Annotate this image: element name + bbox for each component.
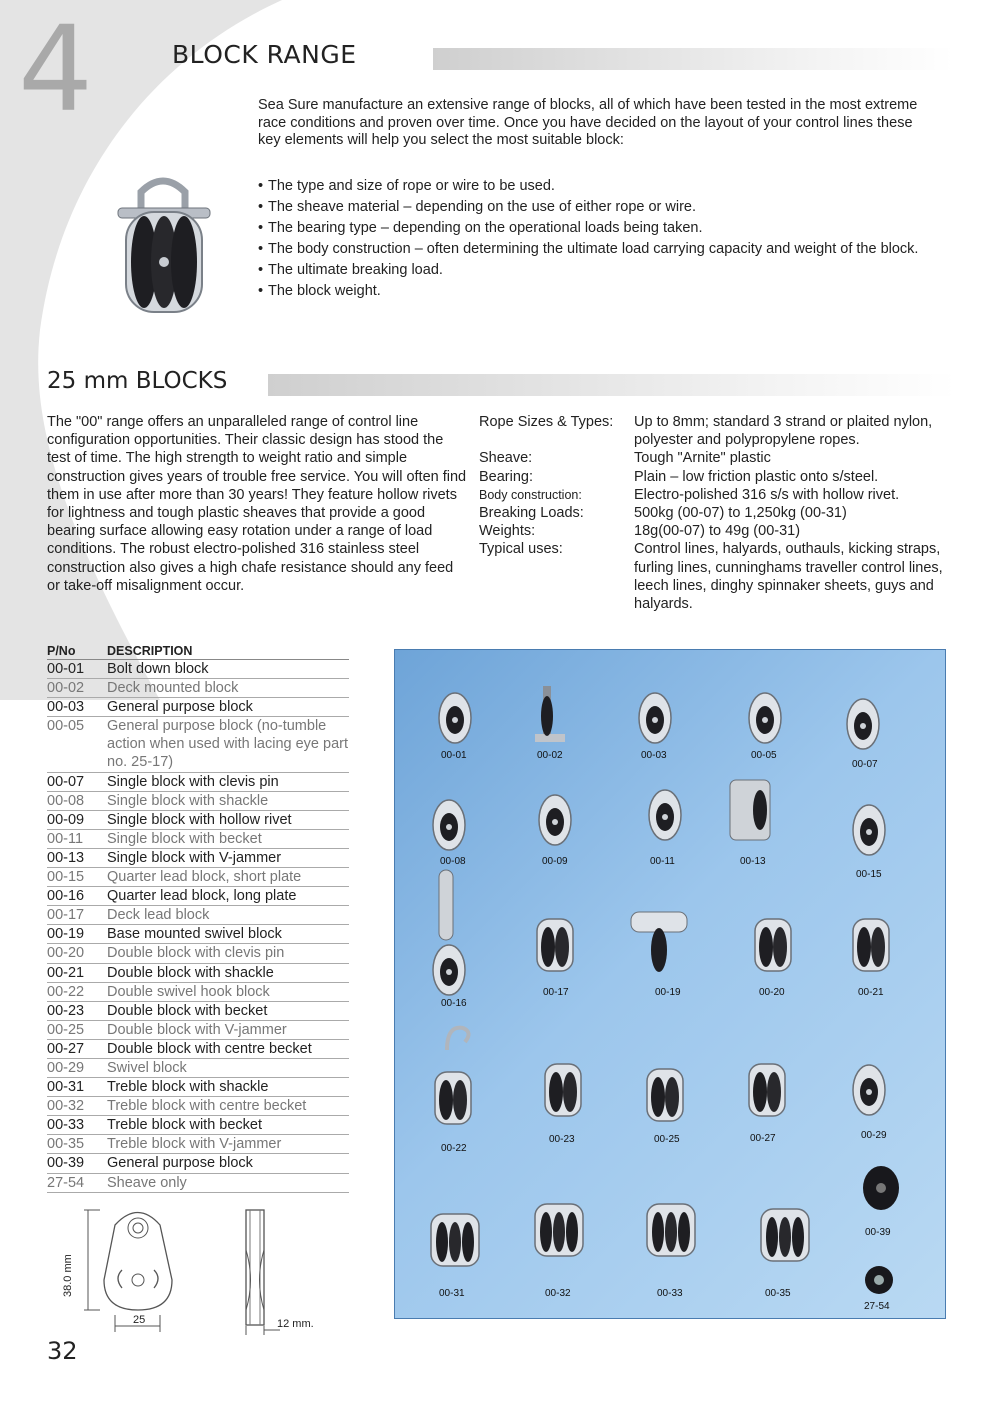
section-title: 25 mm BLOCKS [47, 368, 228, 394]
photo-label: 00-01 [441, 750, 467, 761]
part-number-cell: 00-17 [47, 907, 85, 924]
spec-row [479, 540, 949, 613]
list-item: • The body construction – often determining the ultimate load carrying capacity and weight of the block. [258, 241, 938, 258]
part-number-cell: 00-29 [47, 1059, 85, 1076]
photo-label: 00-21 [858, 987, 884, 998]
photo-label: 00-39 [865, 1227, 891, 1238]
description-cell: Double block with V-jammer [107, 1021, 287, 1038]
photo-label: 00-35 [765, 1288, 791, 1299]
table-row [47, 1078, 349, 1097]
spec-label: Weights: [479, 523, 536, 540]
chapter-number: 4 [18, 0, 94, 138]
spec-row [479, 522, 949, 540]
photo-label: 00-31 [439, 1288, 465, 1299]
description-cell: Double block with centre becket [107, 1040, 312, 1057]
pno-header: P/No [47, 644, 76, 658]
table-row [47, 811, 349, 830]
part-number-cell: 00-35 [47, 1136, 85, 1153]
description-cell: Deck lead block [107, 907, 210, 924]
section-description: The "00" range offers an unparalleled range of control line configuration opportunities. Their classic design has stood the test of time. The high strength to weight ratio and simple construction gives years of trouble free service. You will often find them in use after more than 30 years! They feature hollow rivets for lightness and tough plastic sheaves that provide a good bearing surface allowing easy rotation under a range of load conditions. The robust electro-polished 316 stainless steel construction also gives a high chafe resistance should any feed or take-off misalignment occur. [47, 414, 467, 594]
table-row [47, 849, 349, 868]
photo-label: 00-27 [750, 1133, 776, 1144]
part-number-cell: 00-33 [47, 1117, 85, 1134]
description-cell: Single block with clevis pin [107, 773, 279, 790]
list-item: • The block weight. [258, 283, 938, 300]
table-row [47, 887, 349, 906]
spec-label: Typical uses: [479, 541, 563, 558]
part-number-cell: 27-54 [47, 1174, 85, 1191]
part-number-cell: 00-39 [47, 1155, 85, 1172]
table-row [47, 944, 349, 963]
product-photo-panel [394, 649, 946, 1319]
part-number-cell: 00-19 [47, 926, 85, 943]
part-number-cell: 00-15 [47, 869, 85, 886]
product-photo-graphic [395, 650, 945, 1318]
triple-block-photo [108, 176, 218, 331]
table-row [47, 679, 349, 698]
description-cell: General purpose block (no-tumble action when used with lacing eye part no. 25-17) [107, 718, 349, 771]
table-body [47, 660, 349, 1193]
photo-label: 00-05 [751, 750, 777, 761]
spec-label: Rope Sizes & Types: [479, 414, 614, 430]
spec-row [479, 468, 949, 486]
spec-row [479, 413, 949, 449]
spec-row [479, 504, 949, 522]
part-number-cell: 00-23 [47, 1002, 85, 1019]
part-number-cell: 00-20 [47, 945, 85, 962]
table-row [47, 1097, 349, 1116]
spec-value: 500kg (00-07) to 1,250kg (00-31) [634, 505, 847, 522]
table-row [47, 906, 349, 925]
part-number-cell: 00-08 [47, 792, 85, 809]
part-number-cell: 00-21 [47, 964, 85, 981]
table-row [47, 1174, 349, 1193]
photo-label: 00-07 [852, 759, 878, 770]
description-cell: Double block with shackle [107, 964, 274, 981]
depth-dimension-label: 12 mm. [277, 1318, 314, 1330]
part-number-cell: 00-07 [47, 773, 85, 790]
part-number-cell: 00-01 [47, 661, 85, 677]
table-row [47, 1002, 349, 1021]
table-row [47, 792, 349, 811]
description-cell: Treble block with shackle [107, 1079, 269, 1096]
spec-label: Bearing: [479, 468, 534, 485]
table-row [47, 1154, 349, 1173]
list-item: • The type and size of rope or wire to be used. [258, 178, 938, 195]
description-cell: Base mounted swivel block [107, 926, 282, 943]
photo-label: 00-15 [856, 869, 882, 880]
table-row [47, 1059, 349, 1078]
part-number-cell: 00-13 [47, 849, 85, 866]
part-number-cell: 00-11 [47, 830, 84, 847]
table-row [47, 983, 349, 1002]
photo-label: 00-29 [861, 1130, 887, 1141]
part-number-cell: 00-02 [47, 680, 85, 697]
description-cell: Single block with hollow rivet [107, 811, 292, 828]
list-item: • The ultimate breaking load. [258, 262, 938, 279]
description-cell: General purpose block [107, 699, 253, 716]
photo-label: 00-20 [759, 987, 785, 998]
table-row [47, 868, 349, 887]
photo-label: 00-22 [441, 1143, 467, 1154]
table-row [47, 830, 349, 849]
spec-value: Tough "Arnite" plastic [634, 450, 771, 467]
part-number-cell: 00-09 [47, 811, 85, 828]
description-cell: Treble block with centre becket [107, 1098, 307, 1115]
spec-value: Control lines, halyards, outhauls, kicking straps, furling lines, cunninghams traveller control lines, leech lines, dinghy spinnaker sheets, guys and halyards. [634, 541, 943, 613]
description-cell: Treble block with becket [107, 1117, 263, 1134]
photo-label: 00-11 [650, 856, 675, 867]
height-dimension-label: 38.0 mm [62, 1254, 74, 1297]
parts-table [47, 644, 349, 1193]
table-row [47, 964, 349, 983]
part-number-cell: 00-03 [47, 699, 85, 716]
spec-label: Breaking Loads: [479, 505, 584, 522]
list-item: • The bearing type – depending on the operational loads being taken. [258, 220, 938, 237]
photo-label: 00-02 [537, 750, 563, 761]
part-number-cell: 00-32 [47, 1098, 85, 1115]
description-cell: Swivel block [107, 1059, 187, 1076]
table-row [47, 1116, 349, 1135]
page-number: 32 [47, 1337, 78, 1365]
description-header: DESCRIPTION [107, 644, 193, 658]
table-row [47, 717, 349, 772]
photo-label: 00-16 [441, 998, 467, 1009]
selection-criteria-list [258, 178, 938, 304]
photo-label: 00-19 [655, 987, 681, 998]
spec-row [479, 486, 949, 504]
photo-label: 00-13 [740, 856, 766, 867]
spec-label: Sheave: [479, 450, 533, 467]
photo-label: 00-25 [654, 1134, 680, 1145]
intro-paragraph: Sea Sure manufacture an extensive range of blocks, all of which have been tested in the most extreme race conditions and proven over time. Once you have decided on the layout of your control lines these key elements will help you select the most suitable block: [258, 97, 918, 148]
title-bar-decoration [433, 48, 953, 70]
table-row [47, 1021, 349, 1040]
photo-label: 00-17 [543, 987, 569, 998]
description-cell: General purpose block [107, 1155, 253, 1172]
spec-value: Up to 8mm; standard 3 strand or plaited nylon, polyester and polypropylene ropes. [634, 414, 933, 449]
description-cell: Double block with clevis pin [107, 945, 285, 962]
part-number-cell: 00-25 [47, 1021, 85, 1038]
width-dimension-label: 25 [133, 1314, 146, 1326]
photo-label: 00-09 [542, 856, 568, 867]
table-row [47, 773, 349, 792]
description-cell: Single block with shackle [107, 792, 269, 809]
description-cell: Sheave only [107, 1174, 187, 1191]
photo-label: 00-33 [657, 1288, 683, 1299]
part-number-cell: 00-05 [47, 718, 85, 735]
description-cell: Quarter lead block, short plate [107, 869, 302, 886]
description-cell: Single block with V-jammer [107, 849, 282, 866]
description-cell: Double swivel hook block [107, 983, 270, 1000]
spec-value: 18g(00-07) to 49g (00-31) [634, 523, 801, 540]
table-row [47, 925, 349, 944]
spec-row [479, 449, 949, 467]
photo-label: 27-54 [864, 1301, 890, 1312]
photo-label: 00-23 [549, 1134, 575, 1145]
spec-label: Body construction: [479, 487, 582, 502]
photo-label: 00-03 [641, 750, 667, 761]
description-cell: Bolt down block [107, 661, 209, 677]
spec-list [479, 413, 949, 613]
table-header [47, 644, 349, 660]
part-number-cell: 00-22 [47, 983, 85, 1000]
description-cell: Deck mounted block [107, 680, 239, 697]
page-title: BLOCK RANGE [172, 40, 357, 69]
photo-label: 00-32 [545, 1288, 571, 1299]
table-row [47, 698, 349, 717]
description-cell: Double block with becket [107, 1002, 268, 1019]
spec-value: Electro-polished 316 s/s with hollow rivet. [634, 486, 900, 503]
part-number-cell: 00-31 [47, 1079, 85, 1096]
description-cell: Quarter lead block, long plate [107, 888, 297, 905]
spec-value: Plain – low friction plastic onto s/steel. [634, 468, 879, 485]
table-row [47, 1040, 349, 1059]
description-cell: Single block with becket [107, 830, 262, 847]
list-item: • The sheave material – depending on the use of either rope or wire. [258, 199, 938, 216]
section-bar-decoration [268, 374, 956, 396]
part-number-cell: 00-27 [47, 1040, 85, 1057]
part-number-cell: 00-16 [47, 888, 85, 905]
photo-label: 00-08 [440, 856, 466, 867]
description-cell: Treble block with V-jammer [107, 1136, 282, 1153]
table-row [47, 1135, 349, 1154]
table-row [47, 660, 349, 679]
